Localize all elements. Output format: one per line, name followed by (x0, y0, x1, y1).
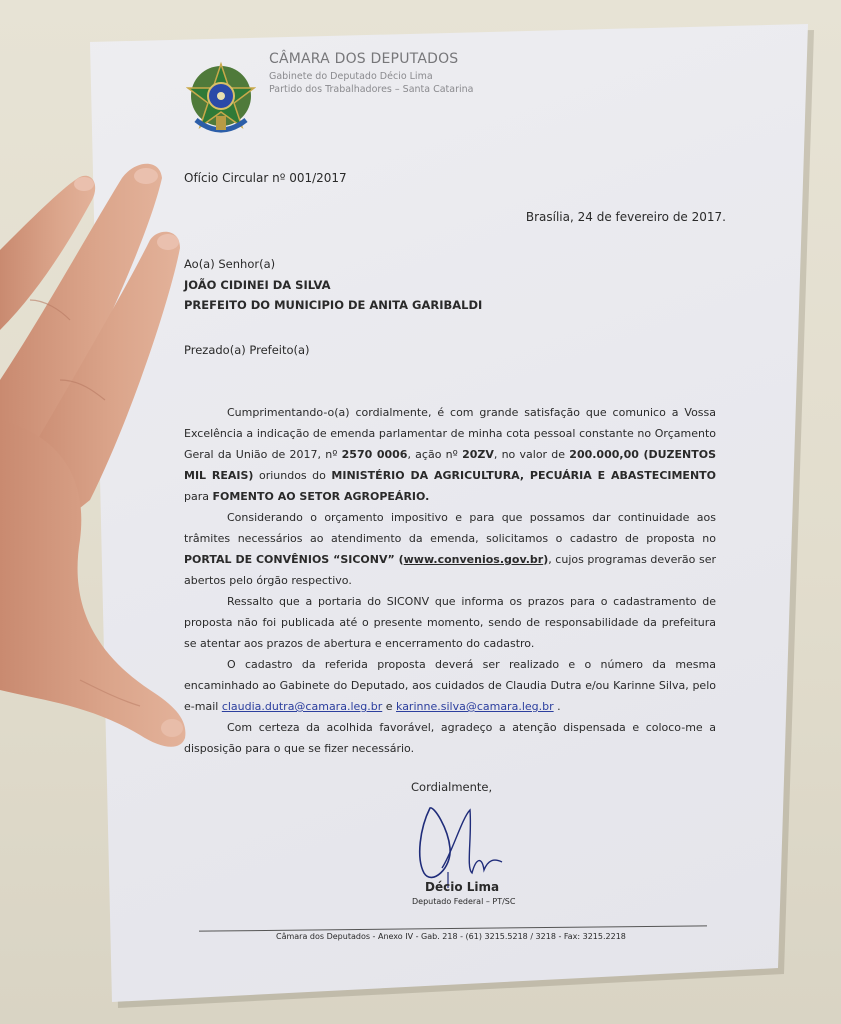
paragraph-5: Com certeza da acolhida favorável, agradeço a atenção dispensada e coloco-me a disposição para o que se fizer necessário. (184, 721, 716, 755)
p1-text-3: , no valor de (493, 448, 570, 461)
p2-text-2: , cujos programas deverão ser abertos pelo órgão respectivo. (184, 553, 716, 587)
p4-text-3: . (553, 700, 561, 713)
portal-link[interactable]: www.convenios.gov.br (403, 553, 544, 566)
recipient-title: PREFEITO DO MUNICIPIO DE ANITA GARIBALDI (184, 298, 483, 312)
greeting: Prezado(a) Prefeito(a) (184, 343, 310, 357)
action-number: 20ZV (462, 448, 494, 461)
email-link-claudia[interactable]: claudia.dutra@camara.leg.br (221, 700, 383, 713)
recipient-salutation: Ao(a) Senhor(a) (184, 257, 276, 271)
p1-text-2: , ação nº (407, 448, 463, 461)
party-name: Partido dos Trabalhadores – Santa Catarina (269, 84, 474, 95)
letter-reference: Ofício Circular nº 001/2017 (184, 171, 347, 185)
budget-number: 2570 0006 (341, 448, 408, 461)
portal-close: ) (543, 553, 549, 566)
p2-text: Considerando o orçamento impositivo e para que possamos dar continuidade aos trâmites necessários ao atendimento da emenda, solicitamos o cadastro de proposta no (184, 511, 716, 545)
portal-name: PORTAL DE CONVÊNIOS “SICONV” ( (184, 553, 404, 566)
signer-name: Décio Lima (425, 880, 500, 894)
institution-name: CÂMARA DOS DEPUTADOS (269, 51, 459, 67)
footer-address: Câmara dos Deputados - Anexo IV - Gab. 218 - (61) 3215.5218 / 3218 - Fax: 3215.2218 (276, 932, 626, 941)
paragraph-3: Ressalto que a portaria do SICONV que informa os prazos para o cadastramento de proposta não foi publicada até o presente momento, sendo de responsabilidade da prefeitura se atentar aos prazos de abertura e encerramento do cadastro. (184, 595, 716, 650)
recipient-name: JOÃO CIDINEI DA SILVA (184, 278, 331, 292)
place-date: Brasília, 24 de fevereiro de 2017. (525, 210, 726, 224)
ministry-name: MINISTÉRIO DA AGRICULTURA, PECUÁRIA E ABASTECIMENTO (331, 469, 717, 482)
amount: 200.000,00 (DUZENTOS MIL REAIS) (184, 448, 717, 482)
p1-text-4: oriundos do (253, 469, 332, 482)
office-name: Gabinete do Deputado Décio Lima (269, 71, 433, 82)
purpose: FOMENTO AO SETOR AGROPEÁRIO. (212, 490, 430, 503)
closing: Cordialmente, (411, 780, 493, 794)
email-link-karinne[interactable]: karinne.silva@camara.leg.br (396, 700, 554, 713)
p4-text: O cadastro da referida proposta deverá ser realizado e o número da mesma encaminhado ao Gabinete do Deputado, aos cuidados de Claudia Dutra e/ou Karinne Silva, pelo e-mail (184, 658, 716, 713)
p1-text-5: para (184, 490, 213, 503)
p1-text: Cumprimentando-o(a) cordialmente, é com grande satisfação que comunico a Vossa Excelência a indicação de emenda parlamentar de minha cota pessoal constante no Orçamento Geral da União de 2017, nº (184, 406, 716, 461)
p4-text-2: e (382, 700, 397, 713)
signer-role: Deputado Federal – PT/SC (412, 897, 516, 906)
